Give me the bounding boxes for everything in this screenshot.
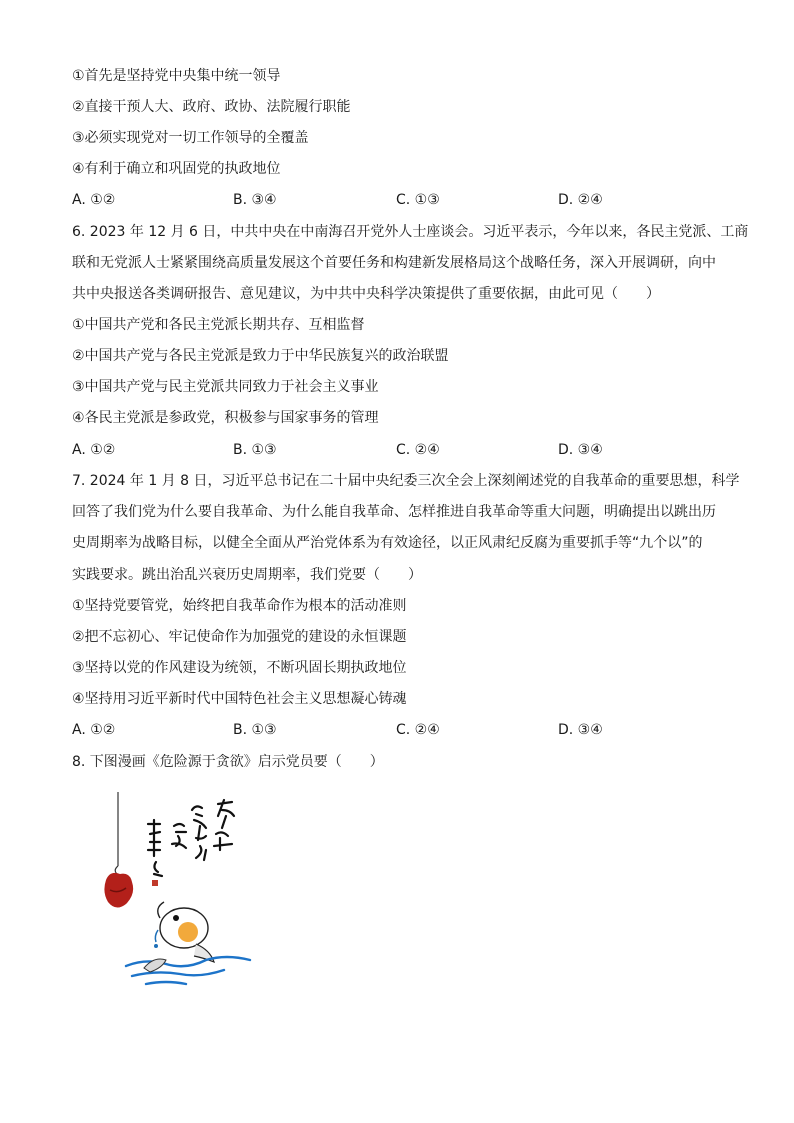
water-waves	[126, 957, 250, 984]
q5-option-a: A. ①②	[72, 192, 116, 208]
q6-item-1: ①中国共产党和各民主党派长期共存、互相监督	[72, 317, 365, 333]
q5-item-2: ②直接干预人大、政府、政协、法院履行职能	[72, 99, 351, 115]
q5-item-4: ④有利于确立和巩固党的执政地位	[72, 161, 281, 177]
q6-stem-line-2: 联和无党派人士紧紧围绕高质量发展这个首要任务和构建新发展格局这个战略任务，深入开展调研，向中	[72, 255, 716, 271]
q7-option-d: D. ③④	[558, 722, 603, 738]
q5-option-b: B. ③④	[233, 192, 277, 208]
q7-stem-line-4: 实践要求。跳出治乱兴衰历史周期率，我们党要（ ）	[72, 567, 422, 583]
q6-stem-line-1: 6. 2023 年 12 月 6 日，中共中央在中南海召开党外人士座谈会。习近平表示，今年以来，各民主党派、工商	[72, 224, 749, 240]
q6-option-d: D. ③④	[558, 442, 603, 458]
q6-option-c: C. ②④	[396, 442, 440, 458]
q5-option-d: D. ②④	[558, 192, 603, 208]
q6-option-a: A. ①②	[72, 442, 116, 458]
q7-item-4: ④坚持用习近平新时代中国特色社会主义思想凝心铸魂	[72, 691, 407, 707]
q5-item-3: ③必须实现党对一切工作领导的全覆盖	[72, 130, 309, 146]
q7-item-1: ①坚持党要管党，始终把自我革命作为根本的活动准则	[72, 598, 407, 614]
hook-icon	[115, 866, 118, 874]
q7-stem-line-3: 史周期率为战略目标，以健全全面从严治党体系为有效途径，以正风肃纪反腐为重要抓手等“九个以”的	[72, 535, 703, 551]
q7-stem-line-2: 回答了我们党为什么要自我革命、为什么能自我革命、怎样推进自我革命等重大问题，明确提出以跳出历	[72, 504, 716, 520]
q7-item-3: ③坚持以党的作风建设为统领，不断巩固长期执政地位	[72, 660, 407, 676]
calligraphy-title	[148, 800, 234, 876]
q6-stem-line-3: 共中央报送各类调研报告、意见建议，为中共中央科学决策提供了重要依据，由此可见（ ）	[72, 286, 660, 302]
artist-seal-stamp	[152, 880, 158, 886]
fish-icon	[154, 902, 214, 962]
q7-item-2: ②把不忘初心、牢记使命作为加强党的建设的永恒课题	[72, 629, 407, 645]
q7-option-a: A. ①②	[72, 722, 116, 738]
q5-option-c: C. ①③	[396, 192, 440, 208]
q7-stem-line-1: 7. 2024 年 1 月 8 日，习近平总书记在二十届中央纪委三次全会上深刻阐述党的自我革命的重要思想，科学	[72, 473, 740, 489]
q6-option-b: B. ①③	[233, 442, 277, 458]
q6-item-4: ④各民主党派是参政党，积极参与国家事务的管理	[72, 410, 379, 426]
red-bait-icon	[104, 873, 133, 908]
q8-stem: 8. 下图漫画《危险源于贪欲》启示党员要（ ）	[72, 754, 384, 770]
comic-greed-fish-illustration	[96, 790, 271, 990]
q7-option-b: B. ①③	[233, 722, 277, 738]
q7-option-c: C. ②④	[396, 722, 440, 738]
q6-item-3: ③中国共产党与民主党派共同致力于社会主义事业	[72, 379, 379, 395]
q5-item-1: ①首先是坚持党中央集中统一领导	[72, 68, 281, 84]
q6-item-2: ②中国共产党与各民主党派是致力于中华民族复兴的政治联盟	[72, 348, 449, 364]
